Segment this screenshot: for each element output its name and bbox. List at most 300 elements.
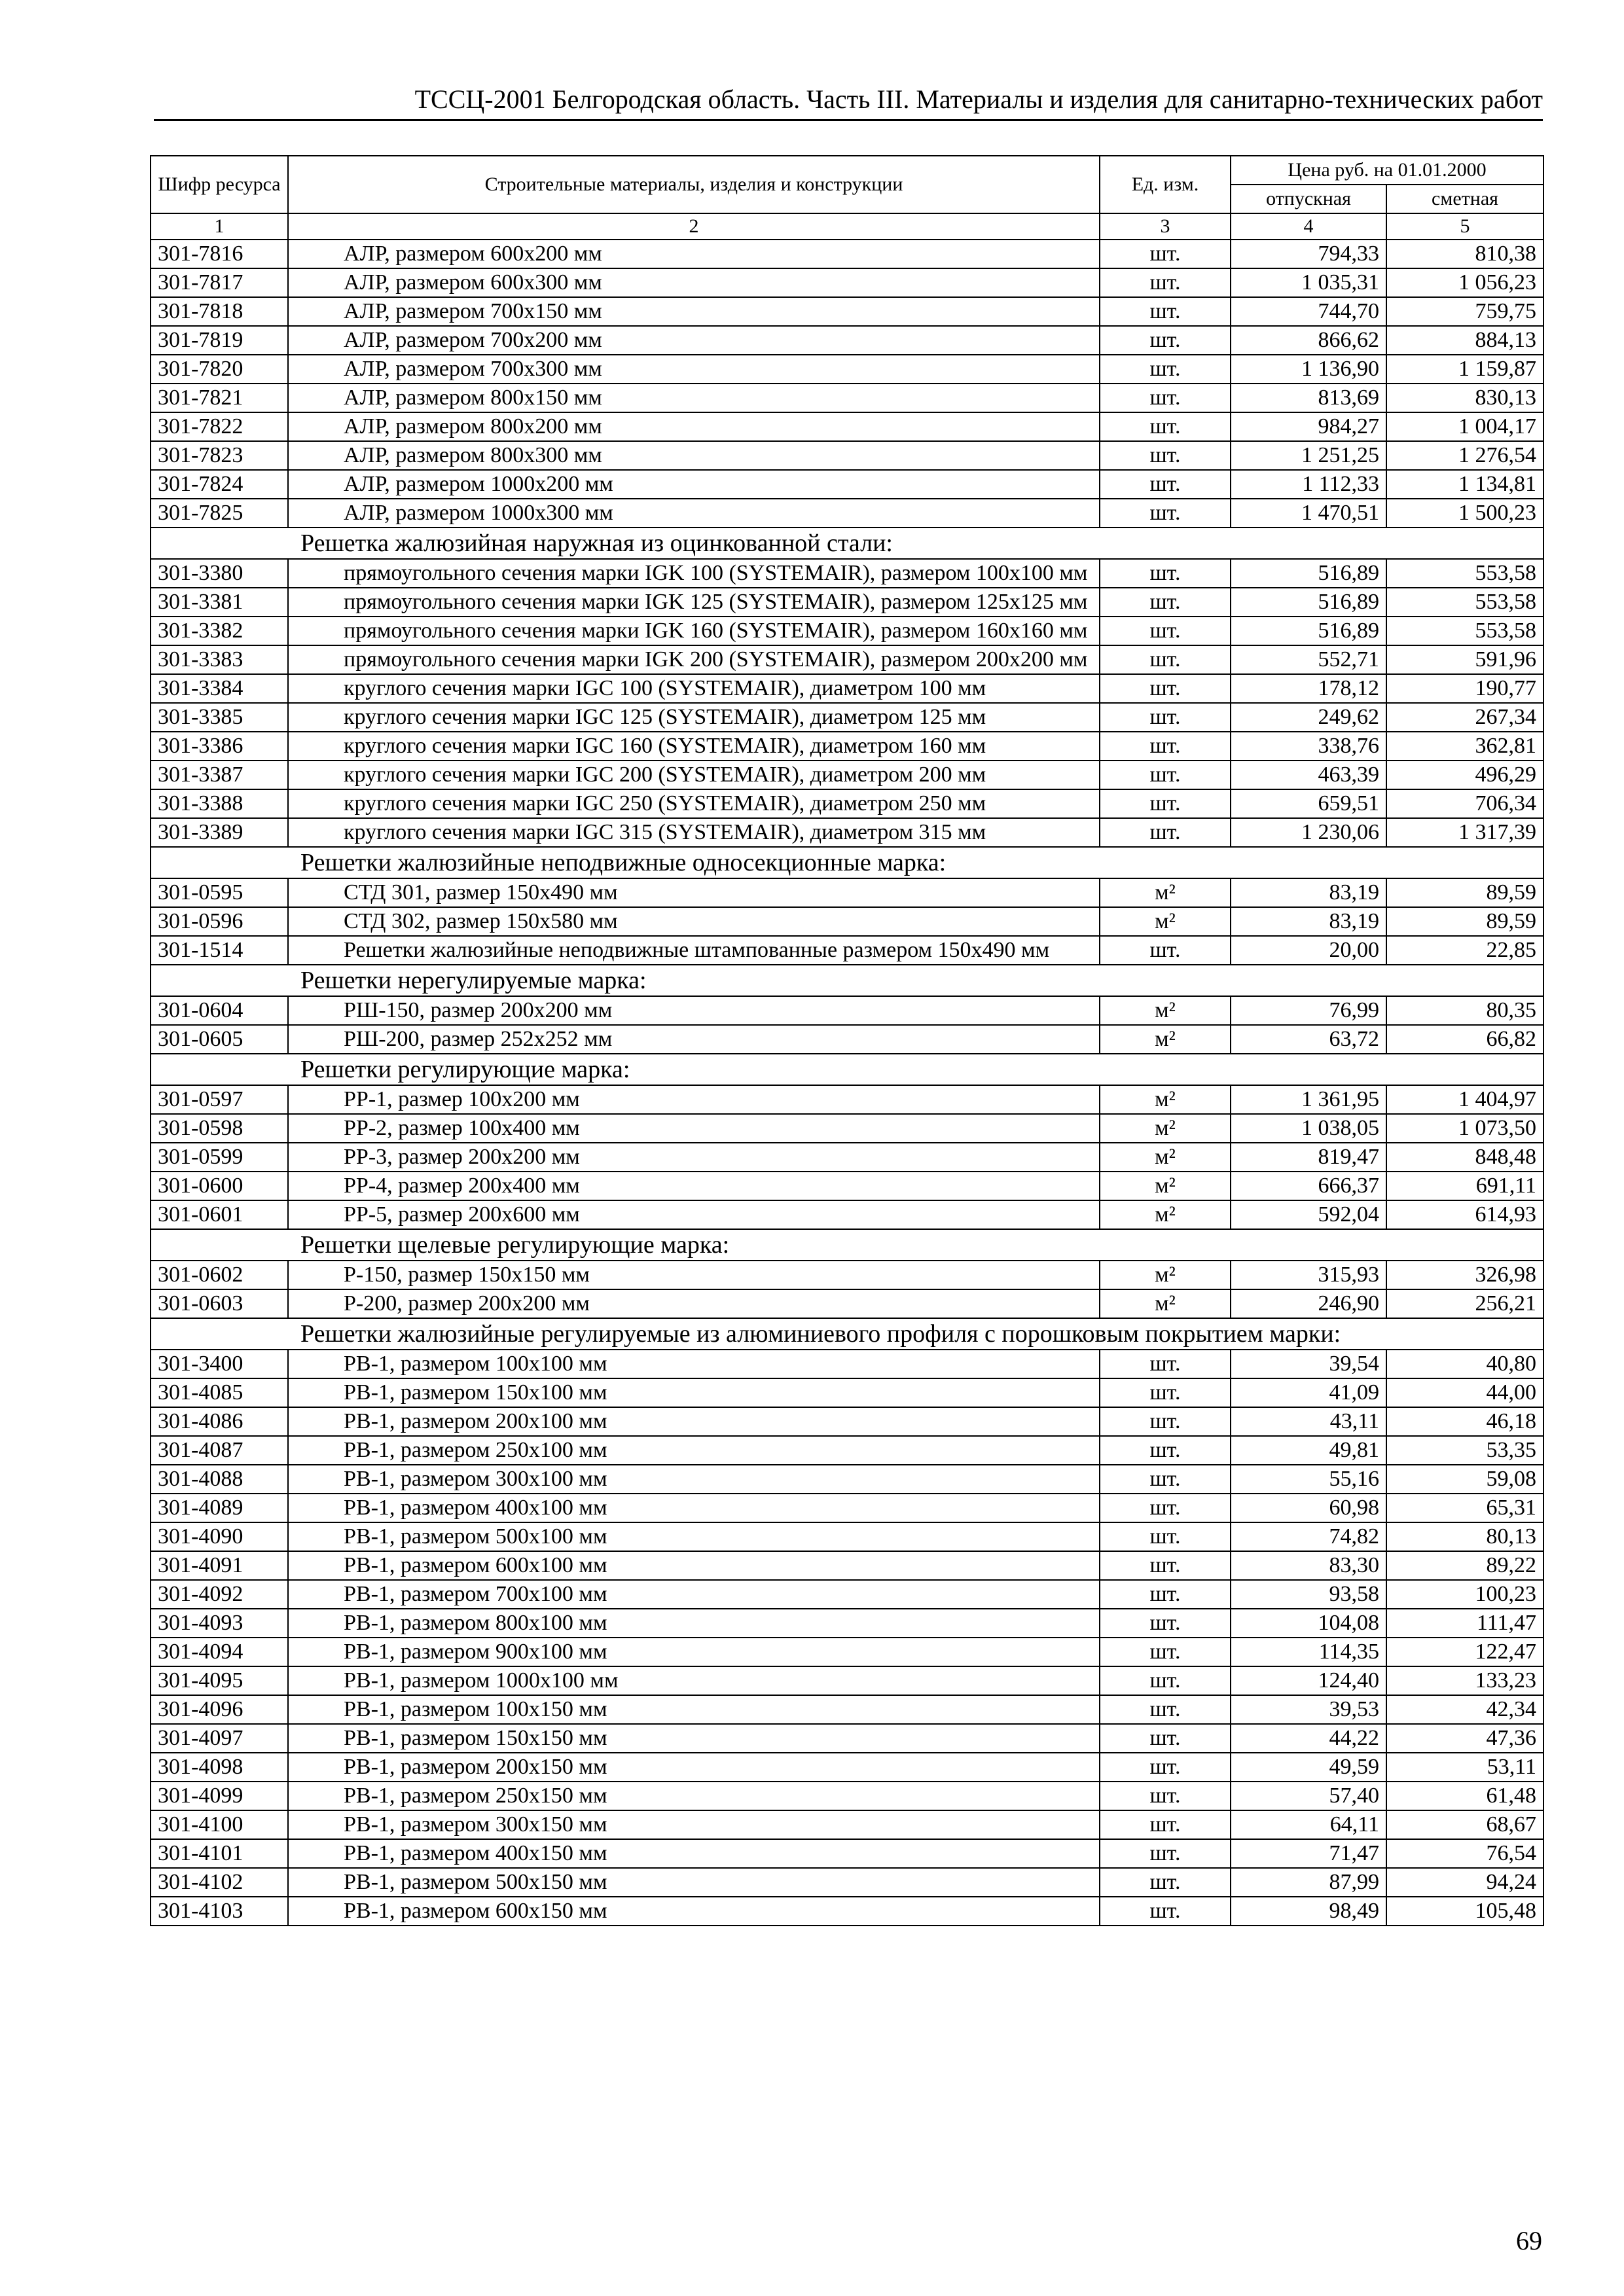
item-name [288,1609,1100,1638]
table-row [151,674,1543,703]
item-name-text: прямоугольного сечения марки IGK 200 (SYSTEMAIR), размером 200х200 мм [344,647,1088,672]
estimate-price: 59,08 [1386,1465,1543,1494]
release-price: 60,98 [1231,1494,1386,1522]
item-name-text: АЛР, размером 700х150 мм [344,299,602,323]
section-row [151,1054,1543,1085]
item-name [288,1407,1100,1436]
estimate-price: 1 134,81 [1386,470,1543,499]
resource-code: 301-7822 [151,412,288,441]
item-name-text: РВ-1, размером 300х100 мм [344,1467,607,1491]
unit: шт. [1100,1810,1231,1839]
table-row [151,1753,1543,1782]
table-row [151,470,1543,499]
table-row [151,1810,1543,1839]
table-row [151,1172,1543,1200]
item-name [288,268,1100,297]
item-name-text: РР-3, размер 200х200 мм [344,1145,580,1169]
resource-code: 301-4089 [151,1494,288,1522]
release-price: 984,27 [1231,412,1386,441]
release-price: 76,99 [1231,996,1386,1025]
resource-code: 301-4102 [151,1868,288,1897]
estimate-price: 68,67 [1386,1810,1543,1839]
item-name-text: АЛР, размером 1000х300 мм [344,501,613,525]
estimate-price: 848,48 [1386,1143,1543,1172]
item-name [288,1638,1100,1666]
unit: шт. [1100,674,1231,703]
resource-code: 301-0604 [151,996,288,1025]
estimate-price: 1 404,97 [1386,1085,1543,1114]
unit: шт. [1100,1378,1231,1407]
table-row [151,1289,1543,1318]
estimate-price: 553,58 [1386,559,1543,588]
estimate-price: 553,58 [1386,617,1543,645]
resource-code: 301-4090 [151,1522,288,1551]
price-table [150,155,1544,1926]
item-name-text: РВ-1, размером 300х150 мм [344,1812,607,1837]
header-price: Цена руб. на 01.01.2000 [1231,156,1543,185]
item-name-text: круглого сечения марки IGC 125 (SYSTEMAIR), диаметром 125 мм [344,705,986,729]
release-price: 1 361,95 [1231,1085,1386,1114]
item-name-text: РВ-1, размером 1000х100 мм [344,1668,619,1693]
table-row [151,1522,1543,1551]
release-price: 463,39 [1231,761,1386,789]
section-title: Решетки жалюзийные неподвижные односекционные марка: [151,847,1543,878]
item-name-text: АЛР, размером 800х300 мм [344,443,602,467]
table-row [151,1085,1543,1114]
item-name-text: круглого сечения марки IGC 100 (SYSTEMAIR), диаметром 100 мм [344,676,986,700]
unit: шт. [1100,326,1231,355]
table-row [151,355,1543,384]
page-header: ТССЦ-2001 Белгородская область. Часть III. Материалы и изделия для санитарно-технических работ [154,84,1543,121]
resource-code: 301-4096 [151,1695,288,1724]
release-price: 666,37 [1231,1172,1386,1200]
item-name-text: Р-200, размер 200х200 мм [344,1291,590,1316]
item-name-text: АЛР, размером 600х300 мм [344,270,602,295]
release-price: 1 230,06 [1231,818,1386,847]
item-name [288,1695,1100,1724]
table-row [151,412,1543,441]
item-name-text: РР-5, размер 200х600 мм [344,1202,580,1227]
resource-code: 301-3383 [151,645,288,674]
item-name [288,1114,1100,1143]
estimate-price: 53,35 [1386,1436,1543,1465]
resource-code: 301-7825 [151,499,288,528]
unit: шт. [1100,645,1231,674]
release-price: 104,08 [1231,1609,1386,1638]
release-price: 83,19 [1231,878,1386,907]
resource-code: 301-3388 [151,789,288,818]
unit: м² [1100,878,1231,907]
table-row [151,326,1543,355]
estimate-price: 66,82 [1386,1025,1543,1054]
unit: шт. [1100,818,1231,847]
release-price: 57,40 [1231,1782,1386,1810]
estimate-price: 614,93 [1386,1200,1543,1229]
resource-code: 301-3382 [151,617,288,645]
table-row [151,1782,1543,1810]
table-row [151,441,1543,470]
release-price: 124,40 [1231,1666,1386,1695]
item-name [288,1465,1100,1494]
resource-code: 301-3385 [151,703,288,732]
table-row [151,1407,1543,1436]
item-name-text: РВ-1, размером 400х150 мм [344,1841,607,1865]
item-name [288,559,1100,588]
unit: шт. [1100,761,1231,789]
table-row [151,732,1543,761]
release-price: 744,70 [1231,297,1386,326]
unit: шт. [1100,559,1231,588]
release-price: 249,62 [1231,703,1386,732]
unit: шт. [1100,789,1231,818]
resource-code: 301-4087 [151,1436,288,1465]
table-row [151,789,1543,818]
resource-code: 301-0601 [151,1200,288,1229]
table-row [151,1609,1543,1638]
resource-code: 301-7820 [151,355,288,384]
unit: м² [1100,1114,1231,1143]
unit: шт. [1100,732,1231,761]
unit: шт. [1100,1436,1231,1465]
resource-code: 301-4094 [151,1638,288,1666]
unit: шт. [1100,297,1231,326]
unit: шт. [1100,1609,1231,1638]
resource-code: 301-0597 [151,1085,288,1114]
estimate-price: 1 276,54 [1386,441,1543,470]
section-row [151,1318,1543,1350]
item-name [288,1868,1100,1897]
unit: шт. [1100,617,1231,645]
item-name [288,761,1100,789]
release-price: 20,00 [1231,936,1386,965]
release-price: 1 136,90 [1231,355,1386,384]
unit: шт. [1100,1753,1231,1782]
estimate-price: 1 159,87 [1386,355,1543,384]
unit: шт. [1100,441,1231,470]
unit: шт. [1100,588,1231,617]
unit: шт. [1100,1522,1231,1551]
table-row [151,645,1543,674]
table-row [151,703,1543,732]
item-name-text: РВ-1, размером 100х150 мм [344,1697,607,1721]
item-name-text: РВ-1, размером 150х150 мм [344,1726,607,1750]
column-number: 1 [151,213,288,240]
release-price: 39,53 [1231,1695,1386,1724]
table-row [151,559,1543,588]
section-row [151,965,1543,996]
table-row [151,1200,1543,1229]
item-name-text: СТД 302, размер 150х580 мм [344,909,618,933]
estimate-price: 94,24 [1386,1868,1543,1897]
estimate-price: 256,21 [1386,1289,1543,1318]
item-name-text: РШ-200, размер 252х252 мм [344,1027,613,1051]
unit: шт. [1100,240,1231,268]
item-name [288,1551,1100,1580]
estimate-price: 591,96 [1386,645,1543,674]
estimate-price: 190,77 [1386,674,1543,703]
table-row [151,297,1543,326]
item-name [288,1494,1100,1522]
unit: шт. [1100,1407,1231,1436]
estimate-price: 22,85 [1386,936,1543,965]
unit: м² [1100,996,1231,1025]
item-name [288,645,1100,674]
resource-code: 301-3400 [151,1350,288,1378]
table-row [151,761,1543,789]
table-row [151,1724,1543,1753]
unit: шт. [1100,355,1231,384]
item-name-text: прямоугольного сечения марки IGK 125 (SYSTEMAIR), размером 125х125 мм [344,590,1088,614]
item-name [288,818,1100,847]
table-row [151,936,1543,965]
item-name-text: СТД 301, размер 150х490 мм [344,880,618,905]
header-unit: Ед. изм. [1100,156,1231,213]
unit: шт. [1100,1695,1231,1724]
section-title: Решетки регулирующие марка: [151,1054,1543,1085]
table-row [151,1494,1543,1522]
release-price: 1 038,05 [1231,1114,1386,1143]
resource-code: 301-4092 [151,1580,288,1609]
item-name-text: РВ-1, размером 200х150 мм [344,1755,607,1779]
resource-code: 301-7823 [151,441,288,470]
release-price: 1 112,33 [1231,470,1386,499]
estimate-price: 89,22 [1386,1551,1543,1580]
item-name [288,878,1100,907]
table-row [151,1378,1543,1407]
item-name [288,1897,1100,1926]
estimate-price: 267,34 [1386,703,1543,732]
table-row [151,384,1543,412]
item-name-text: круглого сечения марки IGC 250 (SYSTEMAIR), диаметром 250 мм [344,791,986,816]
page-number: 69 [1516,2226,1542,2255]
unit: м² [1100,1200,1231,1229]
estimate-price: 42,34 [1386,1695,1543,1724]
resource-code: 301-3386 [151,732,288,761]
release-price: 64,11 [1231,1810,1386,1839]
resource-code: 301-4085 [151,1378,288,1407]
column-number: 2 [288,213,1100,240]
item-name [288,936,1100,965]
unit: шт. [1100,1551,1231,1580]
unit: шт. [1100,1868,1231,1897]
table-row [151,1436,1543,1465]
unit: шт. [1100,384,1231,412]
release-price: 44,22 [1231,1724,1386,1753]
release-price: 83,19 [1231,907,1386,936]
release-price: 813,69 [1231,384,1386,412]
resource-code: 301-3381 [151,588,288,617]
item-name-text: РР-4, размер 200х400 мм [344,1174,580,1198]
resource-code: 301-7818 [151,297,288,326]
item-name [288,470,1100,499]
item-name [288,674,1100,703]
resource-code: 301-0603 [151,1289,288,1318]
table-row [151,1868,1543,1897]
estimate-price: 76,54 [1386,1839,1543,1868]
resource-code: 301-4101 [151,1839,288,1868]
resource-code: 301-1514 [151,936,288,965]
estimate-price: 80,35 [1386,996,1543,1025]
estimate-price: 46,18 [1386,1407,1543,1436]
release-price: 41,09 [1231,1378,1386,1407]
estimate-price: 553,58 [1386,588,1543,617]
item-name [288,412,1100,441]
release-price: 246,90 [1231,1289,1386,1318]
column-number: 4 [1231,213,1386,240]
release-price: 114,35 [1231,1638,1386,1666]
estimate-price: 1 073,50 [1386,1114,1543,1143]
unit: шт. [1100,1782,1231,1810]
column-number: 3 [1100,213,1231,240]
table-row [151,1666,1543,1695]
estimate-price: 496,29 [1386,761,1543,789]
unit: м² [1100,1261,1231,1289]
item-name-text: Решетки жалюзийные неподвижные штампованные размером 150х490 мм [344,938,1050,962]
unit: шт. [1100,268,1231,297]
item-name-text: круглого сечения марки IGC 315 (SYSTEMAIR), диаметром 315 мм [344,820,986,844]
estimate-price: 706,34 [1386,789,1543,818]
estimate-price: 105,48 [1386,1897,1543,1926]
section-title: Решетка жалюзийная наружная из оцинкованной стали: [151,528,1543,559]
header-release: отпускная [1231,185,1386,213]
resource-code: 301-7817 [151,268,288,297]
table-row [151,1580,1543,1609]
release-price: 71,47 [1231,1839,1386,1868]
release-price: 819,47 [1231,1143,1386,1172]
item-name-text: прямоугольного сечения марки IGK 160 (SYSTEMAIR), размером 160х160 мм [344,619,1088,643]
resource-code: 301-4097 [151,1724,288,1753]
section-row [151,528,1543,559]
estimate-price: 759,75 [1386,297,1543,326]
release-price: 315,93 [1231,1261,1386,1289]
column-number: 5 [1386,213,1543,240]
table-row [151,996,1543,1025]
item-name [288,1522,1100,1551]
item-name-text: РВ-1, размером 500х100 мм [344,1524,607,1549]
item-name [288,1172,1100,1200]
estimate-price: 53,11 [1386,1753,1543,1782]
item-name [288,1436,1100,1465]
resource-code: 301-4095 [151,1666,288,1695]
table-row [151,1695,1543,1724]
estimate-price: 47,36 [1386,1724,1543,1753]
resource-code: 301-4088 [151,1465,288,1494]
table-row [151,1638,1543,1666]
release-price: 178,12 [1231,674,1386,703]
unit: шт. [1100,1897,1231,1926]
unit: м² [1100,1172,1231,1200]
section-title: Решетки жалюзийные регулируемые из алюминиевого профиля с порошковым покрытием марки: [151,1318,1543,1350]
table-row [151,268,1543,297]
header-code: Шифр ресурса [151,156,288,213]
item-name-text: РВ-1, размером 900х100 мм [344,1640,607,1664]
release-price: 552,71 [1231,645,1386,674]
table-header-row [151,156,1543,185]
section-row [151,847,1543,878]
item-name [288,441,1100,470]
resource-code: 301-0598 [151,1114,288,1143]
resource-code: 301-0596 [151,907,288,936]
item-name [288,588,1100,617]
estimate-price: 810,38 [1386,240,1543,268]
item-name-text: РР-1, размер 100х200 мм [344,1087,580,1111]
estimate-price: 326,98 [1386,1261,1543,1289]
item-name [288,1289,1100,1318]
resource-code: 301-7824 [151,470,288,499]
table-row [151,617,1543,645]
resource-code: 301-0599 [151,1143,288,1172]
table-row [151,1025,1543,1054]
item-name-text: АЛР, размером 700х200 мм [344,328,602,352]
item-name-text: РВ-1, размером 250х150 мм [344,1784,607,1808]
item-name [288,384,1100,412]
table-row [151,907,1543,936]
release-price: 1 470,51 [1231,499,1386,528]
release-price: 83,30 [1231,1551,1386,1580]
resource-code: 301-7819 [151,326,288,355]
unit: шт. [1100,936,1231,965]
item-name [288,240,1100,268]
item-name-text: РВ-1, размером 600х150 мм [344,1899,607,1923]
item-name-text: РВ-1, размером 100х100 мм [344,1352,607,1376]
estimate-price: 100,23 [1386,1580,1543,1609]
resource-code: 301-3387 [151,761,288,789]
resource-code: 301-3380 [151,559,288,588]
release-price: 794,33 [1231,240,1386,268]
item-name-text: круглого сечения марки IGC 200 (SYSTEMAIR), диаметром 200 мм [344,762,986,787]
item-name-text: АЛР, размером 800х200 мм [344,414,602,439]
unit: шт. [1100,470,1231,499]
resource-code: 301-3384 [151,674,288,703]
release-price: 592,04 [1231,1200,1386,1229]
release-price: 87,99 [1231,1868,1386,1897]
item-name-text: РР-2, размер 100х400 мм [344,1116,580,1140]
release-price: 1 251,25 [1231,441,1386,470]
unit: шт. [1100,499,1231,528]
resource-code: 301-0595 [151,878,288,907]
estimate-price: 111,47 [1386,1609,1543,1638]
estimate-price: 362,81 [1386,732,1543,761]
unit: шт. [1100,412,1231,441]
table-row [151,1465,1543,1494]
release-price: 516,89 [1231,588,1386,617]
item-name [288,907,1100,936]
header-name: Строительные материалы, изделия и конструкции [288,156,1100,213]
resource-code: 301-4099 [151,1782,288,1810]
resource-code: 301-4103 [151,1897,288,1926]
table-row [151,1839,1543,1868]
estimate-price: 1 056,23 [1386,268,1543,297]
item-name-text: АЛР, размером 1000х200 мм [344,472,613,496]
item-name [288,1350,1100,1378]
item-name [288,1810,1100,1839]
estimate-price: 1 500,23 [1386,499,1543,528]
resource-code: 301-4086 [151,1407,288,1436]
release-price: 43,11 [1231,1407,1386,1436]
release-price: 1 035,31 [1231,268,1386,297]
table-row [151,1114,1543,1143]
resource-code: 301-0602 [151,1261,288,1289]
item-name [288,1782,1100,1810]
section-title: Решетки щелевые регулирующие марка: [151,1229,1543,1261]
table-row [151,878,1543,907]
estimate-price: 44,00 [1386,1378,1543,1407]
table-row [151,588,1543,617]
unit: м² [1100,1085,1231,1114]
estimate-price: 133,23 [1386,1666,1543,1695]
item-name-text: РВ-1, размером 700х100 мм [344,1582,607,1606]
item-name-text: РВ-1, размером 150х100 мм [344,1380,607,1405]
